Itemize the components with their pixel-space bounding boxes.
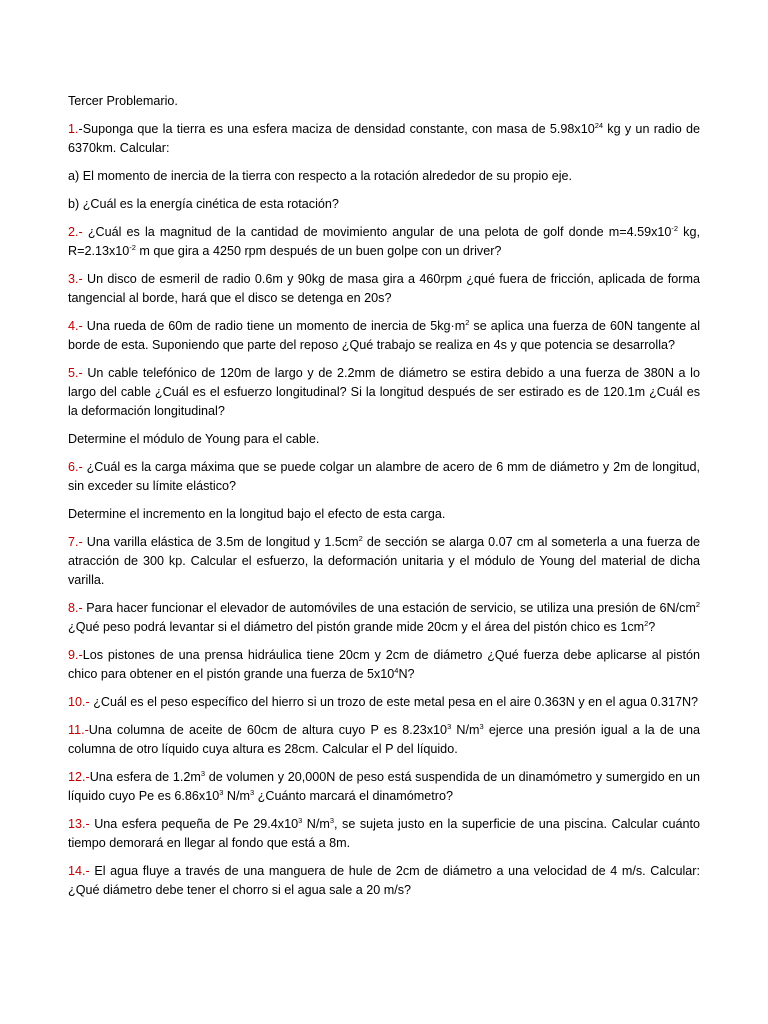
problem-paragraph: [68, 430, 700, 449]
problem-text: se aplica una fuerza de 60N tangente al borde de esta. Suponiendo que parte del reposo ¿Qué trabajo se realiza en 4s y que potencia se desarrolla?: [68, 319, 700, 352]
problem-paragraph: [68, 815, 700, 853]
problem-number: 10.-: [68, 695, 90, 709]
exponent: 2: [358, 533, 363, 543]
problem-text: ?: [648, 620, 656, 634]
problem-text: de sección se alarga 0.07 cm al someterla a una fuerza de atracción de 300 kp. Calcular el esfuerzo, la deformación unitaria y el módulo de Young del material de dicha varilla.: [68, 535, 700, 587]
exponent: 2: [695, 599, 700, 609]
problem-paragraph: [68, 693, 700, 712]
exponent: 3: [250, 787, 255, 797]
problem-text: de volumen y 20,000N de peso está suspendida de un dinamómetro y sumergido en un líquido cuyo Pe es 6.86x10: [68, 770, 701, 803]
problem-text: Para hacer funcionar el elevador de automóviles de una estación de servicio, se utiliza una presión de 6N/cm: [82, 601, 696, 615]
problem-number: 14.-: [68, 864, 90, 878]
problem-number: 8.-: [68, 601, 83, 615]
exponent: 3: [200, 768, 206, 778]
problem-number: 3.-: [68, 272, 83, 286]
problem-text: ¿Cuál es la carga máxima que se puede colgar un alambre de acero de 6 mm de diámetro y 2m de longitud, sin exceder su límite elástico?: [68, 460, 700, 493]
problem-text: N/m: [451, 723, 480, 737]
problem-text: El agua fluye a través de una manguera de hule de 2cm de diámetro a una velocidad de 4 m/s. Calcular: ¿Qué diámetro debe tener el chorro si el agua sale a 20 m/s?: [68, 864, 700, 897]
problem-paragraph: [68, 533, 700, 590]
problem-list: [68, 120, 700, 900]
problem-text: N/m: [302, 817, 330, 831]
problem-text: ¿Cuál es la magnitud de la cantidad de movimiento angular de una pelota de golf donde m=4.59x10: [82, 225, 672, 239]
problem-number: 2.-: [68, 225, 83, 239]
problem-paragraph: [68, 768, 700, 806]
exponent: 3: [298, 815, 303, 825]
exponent: 3: [329, 815, 335, 825]
problem-paragraph: [68, 721, 700, 759]
problem-text: Determine el incremento en la longitud bajo el efecto de esta carga.: [68, 507, 446, 521]
problem-paragraph: [68, 167, 700, 186]
exponent: 2: [465, 317, 470, 327]
problem-paragraph: [68, 195, 700, 214]
problem-text: N/m: [223, 789, 250, 803]
problem-paragraph: [68, 862, 700, 900]
problem-text: kg y un radio de 6370km. Calcular:: [68, 122, 700, 155]
problem-text: ejerce una presión igual a la de una columna de otro líquido cuya altura es 28cm. Calcular el P del líquido.: [68, 723, 701, 756]
problem-paragraph: [68, 120, 700, 158]
problem-text: Los pistones de una prensa hidráulica tiene 20cm y 2cm de diámetro ¿Qué fuerza debe aplicarse al pistón chico para obtener en el pistón grande una fuerza de 5x10: [68, 648, 700, 681]
problem-text: Un disco de esmeril de radio 0.6m y 90kg de masa gira a 460rpm ¿qué fuera de fricción, aplicada de forma tangencial al borde, hará que el disco se detenga en 20s?: [68, 272, 700, 305]
problem-number: 7.-: [68, 535, 83, 549]
problem-text: Una esfera de 1.2m: [89, 770, 201, 784]
problem-number: 13.-: [68, 817, 90, 831]
problem-text: Un cable telefónico de 120m de largo y de 2.2mm de diámetro se estira debido a una fuerza de 380N a lo largo del cable ¿Cuál es el esfuerzo longitudinal? Si la longitud después de ser estirado es de 120.1m ¿Cuál es la deformación longitudinal?: [68, 366, 700, 418]
problem-paragraph: [68, 223, 700, 261]
problem-number: 11.-: [68, 723, 89, 737]
problem-text: Una columna de aceite de 60cm de altura cuyo P es 8.23x10: [88, 723, 448, 737]
problem-text: ¿Qué peso podrá levantar si el diámetro del pistón grande mide 20cm y el área del pistón chico es 1cm: [68, 620, 645, 634]
problem-number: 9.-: [68, 648, 83, 662]
problem-text: ¿Cuál es el peso específico del hierro si un trozo de este metal pesa en el aire 0.363N y en el agua 0.317N?: [89, 695, 699, 709]
problem-text: Una varilla elástica de 3.5m de longitud y 1.5cm: [82, 535, 359, 549]
problem-text: Una esfera pequeña de Pe 29.4x10: [89, 817, 299, 831]
problem-number: 6.-: [68, 460, 83, 474]
exponent: -2: [129, 242, 136, 252]
exponent: 3: [219, 787, 224, 797]
problem-paragraph: [68, 646, 700, 684]
problem-text: -Suponga que la tierra es una esfera maciza de densidad constante, con masa de 5.98x10: [78, 122, 595, 136]
problem-number: 12.-: [68, 770, 90, 784]
problem-text: kg, R=2.13x10: [68, 225, 700, 258]
problem-text: a) El momento de inercia de la tierra con respecto a la rotación alrededor de su propio eje.: [68, 169, 573, 183]
problem-text: , se sujeta justo en la superficie de una piscina. Calcular cuánto tiempo demorará en llegar al fondo que está a 8m.: [68, 817, 701, 850]
problem-paragraph: [68, 505, 700, 524]
exponent: 4: [394, 665, 399, 675]
exponent: 2: [644, 618, 649, 628]
problem-text: Determine el módulo de Young para el cable.: [68, 432, 320, 446]
problem-paragraph: [68, 270, 700, 308]
problem-paragraph: [68, 458, 700, 496]
problem-paragraph: [68, 317, 700, 355]
exponent: -2: [671, 223, 679, 233]
problem-text: m que gira a 4250 rpm después de un buen golpe con un driver?: [135, 244, 502, 258]
problem-text: ¿Cuánto marcará el dinamómetro?: [254, 789, 453, 803]
problem-text: b) ¿Cuál es la energía cinética de esta rotación?: [68, 197, 339, 211]
document-title: Tercer Problemario.: [68, 94, 178, 108]
problem-paragraph: [68, 599, 700, 637]
problem-text: N?: [398, 667, 415, 681]
problem-number: 1.: [68, 122, 79, 136]
problem-paragraph: [68, 364, 700, 421]
problem-number: 4.-: [68, 319, 83, 333]
exponent: 3: [447, 721, 452, 731]
problem-text: Una rueda de 60m de radio tiene un momento de inercia de 5kg·m: [82, 319, 466, 333]
problem-number: 5.-: [68, 366, 83, 380]
exponent: 3: [479, 721, 484, 731]
exponent: 24: [594, 120, 604, 130]
